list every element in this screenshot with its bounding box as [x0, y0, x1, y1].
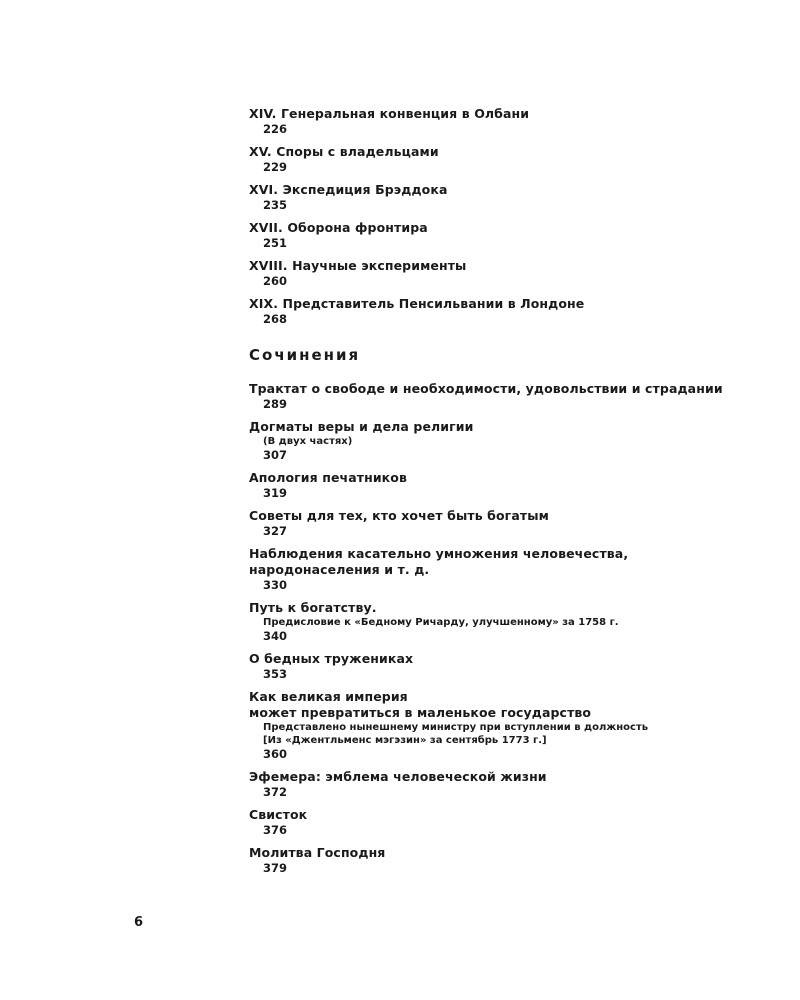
entry-title: Молитва Господня [249, 845, 386, 860]
toc-entry [249, 807, 749, 838]
entry-page: 260 [263, 274, 288, 288]
entry-title: Трактат о свободе и необходимости, удовольствии и страдании [249, 381, 723, 396]
entry-page: 340 [263, 629, 288, 643]
entry-page: 289 [263, 397, 288, 411]
entry-title: Наблюдения касательно умножения человечества, [249, 546, 629, 561]
entry-subtitle: Представлено нынешнему министру при вступлении в должность [263, 722, 649, 733]
toc-entry [249, 600, 749, 644]
entry-page: 226 [263, 122, 288, 136]
entry-page: 376 [263, 823, 288, 837]
entry-subtitle-continued: [Из «Джентльменс мэгэзин» за сентябрь 1773 г.] [263, 735, 547, 746]
entry-page: 330 [263, 578, 288, 592]
toc-entry [249, 258, 749, 289]
toc-entry [249, 381, 749, 412]
entry-page: 251 [263, 236, 288, 250]
toc-entry [249, 144, 749, 175]
entry-title: XIV. Генеральная конвенция в Олбани [249, 106, 530, 121]
entry-title: XVI. Экспедиция Брэддока [249, 182, 448, 197]
section-heading: Сочинения [249, 346, 361, 364]
entry-page: 319 [263, 486, 288, 500]
entry-title: XIX. Представитель Пенсильвании в Лондоне [249, 296, 585, 311]
entry-title-continued: может превратиться в маленькое государство [249, 705, 592, 720]
entry-subtitle: (В двух частях) [263, 436, 353, 447]
entry-page: 372 [263, 785, 288, 799]
entry-title: Апология печатников [249, 470, 407, 485]
entry-subtitle: Предисловие к «Бедному Ричарду, улучшенному» за 1758 г. [263, 617, 619, 628]
toc-entry [249, 845, 749, 876]
entry-title-continued: народонаселения и т. д. [249, 562, 430, 577]
toc-entry [249, 106, 749, 137]
entry-page: 327 [263, 524, 288, 538]
toc-entry [249, 182, 749, 213]
entry-title: О бедных тружениках [249, 651, 414, 666]
toc-entry [249, 651, 749, 682]
entry-page: 229 [263, 160, 288, 174]
entry-title: XV. Споры с владельцами [249, 144, 439, 159]
entry-page: 360 [263, 747, 288, 761]
toc-entry [249, 419, 749, 463]
entry-title: Свисток [249, 807, 308, 822]
entry-title: Догматы веры и дела религии [249, 419, 474, 434]
entry-page: 268 [263, 312, 288, 326]
entry-page: 235 [263, 198, 288, 212]
toc-entry [249, 689, 749, 762]
toc-entry [249, 769, 749, 800]
entry-title: XVIII. Научные эксперименты [249, 258, 467, 273]
entry-page: 353 [263, 667, 288, 681]
entry-title: Путь к богатству. [249, 600, 377, 615]
toc-entry [249, 546, 749, 593]
toc-entry [249, 470, 749, 501]
toc-entry [249, 220, 749, 251]
toc-entry [249, 296, 749, 327]
table-of-contents [249, 106, 749, 883]
entry-page: 307 [263, 448, 288, 462]
entry-title: Как великая империя [249, 689, 408, 704]
entry-title: XVII. Оборона фронтира [249, 220, 428, 235]
toc-entry [249, 508, 749, 539]
page-number: 6 [134, 915, 144, 930]
entry-title: Советы для тех, кто хочет быть богатым [249, 508, 549, 523]
entry-page: 379 [263, 861, 288, 875]
entry-title: Эфемера: эмблема человеческой жизни [249, 769, 547, 784]
